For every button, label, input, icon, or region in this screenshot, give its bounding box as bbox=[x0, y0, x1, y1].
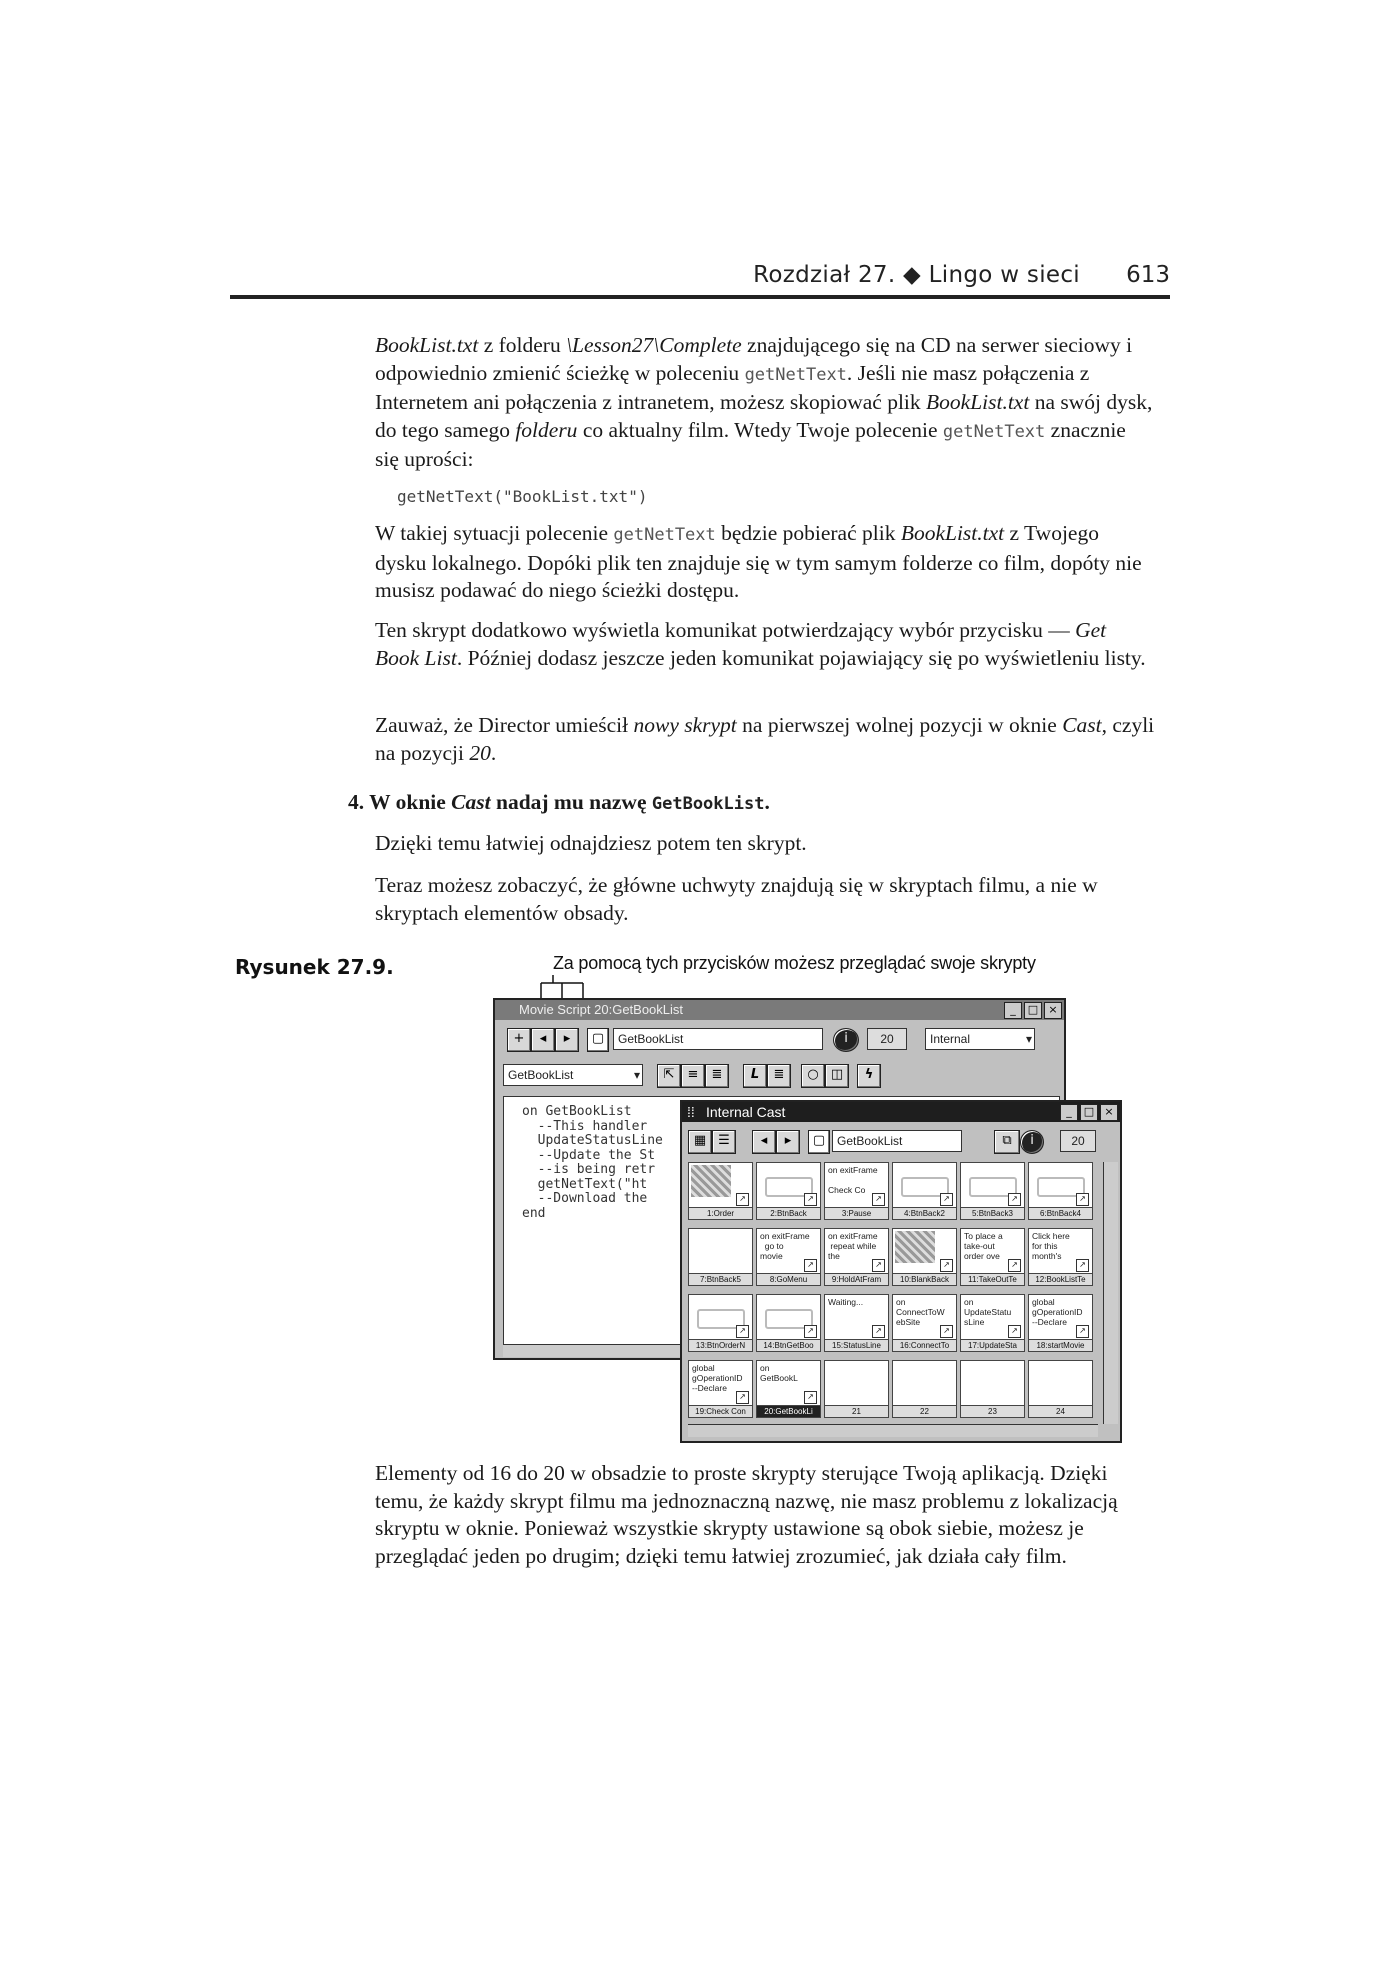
member-type-icon: ↗ bbox=[804, 1193, 817, 1206]
cast-member-preview: on UpdateStatu sLine bbox=[964, 1297, 1012, 1327]
code-inline: getNetText bbox=[744, 364, 847, 385]
cast-member-label: 3:Pause bbox=[825, 1207, 888, 1219]
paragraph-5 bbox=[375, 830, 1155, 858]
script-line: --This handler bbox=[522, 1118, 648, 1134]
emph: nowy skrypt bbox=[633, 713, 737, 737]
code-inline: getNetText bbox=[942, 421, 1046, 442]
cast-member[interactable] bbox=[1028, 1162, 1093, 1220]
cast-member[interactable] bbox=[688, 1228, 753, 1286]
script-line: --Update the St bbox=[522, 1147, 656, 1163]
categorized-lingo-icon[interactable]: ≣ bbox=[767, 1064, 791, 1088]
emph: Cast bbox=[1062, 713, 1102, 737]
cast-member[interactable] bbox=[1028, 1360, 1093, 1418]
cast-member-label: 11:TakeOutTe bbox=[961, 1273, 1024, 1285]
chapter-title: Rozdział 27. ◆ Lingo w sieci bbox=[753, 262, 1080, 288]
filename: BookList.txt bbox=[900, 521, 1005, 545]
cast-member[interactable] bbox=[1028, 1228, 1093, 1286]
cast-member[interactable] bbox=[1028, 1294, 1093, 1352]
paragraph-6 bbox=[375, 872, 1155, 927]
cast-member-label: 21 bbox=[825, 1405, 888, 1417]
script-name-field[interactable]: GetBookList bbox=[613, 1028, 823, 1050]
cast-member-preview: Click here for this month's bbox=[1032, 1231, 1070, 1261]
uncomment-icon[interactable]: ≣ bbox=[705, 1064, 729, 1088]
text: znajdującego się na CD na serwer sieciowy i odpowiednio zmienić ścieżkę w poleceniu bbox=[375, 333, 1133, 385]
member-type-icon: ↗ bbox=[872, 1259, 885, 1272]
member-type-icon: ↗ bbox=[1008, 1259, 1021, 1272]
text: na swój dysk, do tego samego bbox=[375, 390, 1153, 442]
text: Elementy od 16 do 20 w obsadzie to proste skrypty sterujące Twoją aplikacją. Dzięki temu, że każdy skrypt filmu ma jednoznaczną nazwę, nie masz problemu z lokalizacją skryptu w oknie. Ponieważ wszystkie skrypty ustawione są obok siebie, możesz je przeglądać jeden po drugim; dzięki temu łatwiej zrozumieć, jak działa cały film. bbox=[375, 1461, 1118, 1568]
cast-member-label: 4:BtnBack2 bbox=[893, 1207, 956, 1219]
maximize-button[interactable]: □ bbox=[1024, 1002, 1042, 1019]
cast-grid bbox=[688, 1162, 1098, 1426]
cast-member-label: 16:ConnectTo bbox=[893, 1339, 956, 1351]
info-icon[interactable]: i bbox=[833, 1028, 859, 1052]
member-type-icon: ↗ bbox=[940, 1193, 953, 1206]
text: Dzięki temu łatwiej odnajdziesz potem ten skrypt. bbox=[375, 831, 807, 855]
member-type-icon: ↗ bbox=[804, 1325, 817, 1338]
step-4 bbox=[348, 790, 770, 815]
vertical-scrollbar[interactable] bbox=[1103, 1162, 1118, 1424]
go-to-handler-icon[interactable]: ⇱ bbox=[657, 1064, 681, 1088]
cast-member-label: 13:BtnOrderN bbox=[689, 1339, 752, 1351]
text: co aktualny film. Wtedy Twoje polecenie bbox=[577, 417, 943, 442]
cast-number-field: 20 bbox=[1060, 1130, 1096, 1152]
close-button[interactable]: × bbox=[1044, 1002, 1062, 1019]
member-type-icon: ↗ bbox=[940, 1259, 953, 1272]
paragraph-7 bbox=[375, 1460, 1155, 1570]
list-view-icon[interactable]: ☰ bbox=[712, 1130, 736, 1154]
cast-member-preview: on exitFrame Check Co bbox=[828, 1165, 878, 1195]
text: nadaj mu nazwę bbox=[490, 790, 652, 814]
cast-member[interactable] bbox=[688, 1294, 753, 1352]
cast-icon: ⁞⁞ bbox=[687, 1104, 695, 1120]
code-inline: GetBookList bbox=[651, 794, 765, 814]
comment-icon[interactable]: ≡ bbox=[681, 1064, 705, 1088]
code-line: getNetText("BookList.txt") bbox=[397, 487, 648, 506]
member-type-icon: ↗ bbox=[1008, 1325, 1021, 1338]
cast-member-preview: on exitFrame repeat while the bbox=[828, 1231, 878, 1261]
cast-member[interactable] bbox=[688, 1162, 753, 1220]
header-rule bbox=[230, 295, 1170, 299]
next-cast-button[interactable]: ▸ bbox=[776, 1130, 800, 1154]
watch-expression-icon[interactable]: ◫ bbox=[825, 1064, 849, 1088]
cast-member-preview: global gOperationID --Declare bbox=[1032, 1297, 1083, 1327]
text: z Twojego dysku lokalnego. Dopóki plik ten znajduje się w tym samym folderze co film, dopóty nie musisz podawać do niego ścieżki dostępu. bbox=[375, 521, 1142, 602]
member-type-icon: ↗ bbox=[1076, 1325, 1089, 1338]
minimize-button[interactable]: _ bbox=[1060, 1104, 1078, 1121]
chevron-down-icon: ▾ bbox=[1025, 1032, 1032, 1046]
cast-library-value: Internal bbox=[930, 1032, 971, 1046]
cast-member[interactable] bbox=[960, 1228, 1025, 1286]
cast-member-label: 8:GoMenu bbox=[757, 1273, 820, 1285]
cast-name-field[interactable]: GetBookList bbox=[832, 1130, 962, 1152]
cast-member[interactable] bbox=[892, 1228, 957, 1286]
drag-cast-icon[interactable]: ▢ bbox=[587, 1028, 609, 1052]
cast-member[interactable] bbox=[824, 1294, 889, 1352]
cast-member-preview: global gOperationID --Declare bbox=[692, 1363, 743, 1393]
member-type-icon: ↗ bbox=[736, 1391, 749, 1404]
text: . bbox=[490, 740, 497, 765]
folder-word: folderu bbox=[515, 417, 578, 442]
cast-member[interactable] bbox=[892, 1162, 957, 1220]
page-number: 613 bbox=[1126, 262, 1170, 288]
cast-member-label: 24 bbox=[1029, 1405, 1092, 1417]
member-type-icon: ↗ bbox=[804, 1259, 817, 1272]
cast-member-label: 5:BtnBack3 bbox=[961, 1207, 1024, 1219]
paragraph-3 bbox=[375, 617, 1155, 672]
thumbnail-view-icon[interactable]: ▦ bbox=[688, 1130, 712, 1154]
cast-member-label: 20:GetBookLi bbox=[757, 1405, 820, 1417]
cast-member-label: 17:UpdateSta bbox=[961, 1339, 1024, 1351]
cast-member-label: 7:BtnBack5 bbox=[689, 1273, 752, 1285]
cast-member[interactable] bbox=[756, 1228, 821, 1286]
cast-member-label: 1:Order bbox=[689, 1207, 752, 1219]
cast-member[interactable] bbox=[756, 1162, 821, 1220]
previous-script-button[interactable]: ◂ bbox=[531, 1028, 555, 1052]
cast-member[interactable] bbox=[824, 1360, 889, 1418]
cast-member-label: 22 bbox=[893, 1405, 956, 1417]
horizontal-scrollbar[interactable] bbox=[688, 1424, 1098, 1437]
button-name: Get Book List bbox=[375, 618, 1107, 670]
text: . Jeśli nie masz połączenia z Internetem ani połączenia z intranetem, możesz skopiować plik bbox=[375, 360, 1090, 414]
member-type-icon: ↗ bbox=[872, 1325, 885, 1338]
cast-member-label: 23 bbox=[961, 1405, 1024, 1417]
internal-cast-window bbox=[680, 1100, 1122, 1443]
previous-cast-button[interactable]: ◂ bbox=[752, 1130, 776, 1154]
script-titlebar bbox=[495, 1000, 1064, 1020]
chevron-down-icon: ▾ bbox=[633, 1068, 640, 1082]
new-script-button[interactable]: + bbox=[507, 1028, 531, 1052]
cast-member-label: 9:HoldAtFram bbox=[825, 1273, 888, 1285]
cast-member[interactable] bbox=[960, 1162, 1025, 1220]
text: W takiej sytuacji polecenie bbox=[375, 521, 614, 545]
script-title: Movie Script 20:GetBookList bbox=[519, 1002, 684, 1017]
paragraph-4 bbox=[375, 712, 1155, 767]
script-line: UpdateStatusLine bbox=[522, 1133, 663, 1148]
text: na pierwszej wolnej pozycji w oknie bbox=[736, 713, 1063, 737]
alphabetical-lingo-icon[interactable]: L bbox=[743, 1064, 767, 1088]
cast-titlebar bbox=[682, 1102, 1120, 1122]
text: W oknie bbox=[369, 790, 452, 814]
text: z folderu bbox=[478, 333, 567, 357]
emph: 20 bbox=[469, 740, 491, 765]
code-inline: getNetText bbox=[613, 525, 716, 545]
cast-member[interactable] bbox=[756, 1360, 821, 1418]
text: znacznie się uprości: bbox=[375, 417, 1126, 471]
text: . Później dodasz jeszcze jeden komunikat pojawiający się po wyświetleniu listy. bbox=[456, 645, 1146, 670]
member-type-icon: ↗ bbox=[1076, 1193, 1089, 1206]
script-line: getNetText("ht bbox=[522, 1176, 648, 1192]
filename: BookList.txt bbox=[375, 333, 479, 357]
script-line: --is being retr bbox=[522, 1162, 656, 1177]
cast-member[interactable] bbox=[824, 1162, 889, 1220]
cast-member-label: 15:StatusLine bbox=[825, 1339, 888, 1351]
cast-member[interactable] bbox=[756, 1294, 821, 1352]
member-type-icon: ↗ bbox=[736, 1325, 749, 1338]
member-type-icon: ↗ bbox=[804, 1391, 817, 1404]
cast-library-select[interactable] bbox=[925, 1028, 1035, 1050]
cast-member[interactable] bbox=[960, 1360, 1025, 1418]
member-type-icon: ↗ bbox=[1076, 1259, 1089, 1272]
minimize-button[interactable]: _ bbox=[1004, 1002, 1022, 1019]
member-type-icon: ↗ bbox=[872, 1193, 885, 1206]
cast-member-preview: Waiting... bbox=[828, 1297, 864, 1307]
paragraph-2 bbox=[375, 520, 1155, 605]
cast-member-label: 10:BlankBack bbox=[893, 1273, 956, 1285]
cast-member[interactable] bbox=[688, 1360, 753, 1418]
member-type-icon: ↗ bbox=[1008, 1193, 1021, 1206]
cast-member[interactable] bbox=[960, 1294, 1025, 1352]
text: , czyli na pozycji bbox=[375, 713, 1155, 765]
step-number: 4. bbox=[348, 790, 365, 814]
member-type-icon: ↗ bbox=[736, 1193, 749, 1206]
cast-member[interactable] bbox=[892, 1360, 957, 1418]
member-type-icon: ↗ bbox=[940, 1325, 953, 1338]
cast-member-preview: on GetBookL bbox=[760, 1363, 798, 1383]
drag-cast-icon[interactable]: ▢ bbox=[808, 1130, 830, 1154]
bitmap-thumbnail bbox=[895, 1231, 935, 1263]
paragraph-1 bbox=[375, 332, 1155, 474]
handler-value: GetBookList bbox=[508, 1068, 574, 1082]
cast-member[interactable] bbox=[824, 1228, 889, 1286]
text: Teraz możesz zobaczyć, że główne uchwyty znajdują się w skryptach filmu, a nie w skryptach elementów obsady. bbox=[375, 873, 1098, 925]
script-line: end bbox=[522, 1205, 546, 1221]
cast-member-preview: on exitFrame go to movie bbox=[760, 1231, 810, 1261]
figure-caption: Za pomocą tych przycisków możesz przeglądać swoje skrypty bbox=[553, 953, 1036, 973]
cast-member-label: 12:BookListTe bbox=[1029, 1273, 1092, 1285]
maximize-button[interactable]: □ bbox=[1080, 1104, 1098, 1121]
handler-select[interactable] bbox=[503, 1064, 643, 1086]
figure-label: Rysunek 27.9. bbox=[235, 955, 394, 979]
cast-title: Internal Cast bbox=[706, 1104, 786, 1120]
close-button[interactable]: × bbox=[1100, 1104, 1118, 1121]
text: Ten skrypt dodatkowo wyświetla komunikat potwierdzający wybór przycisku — bbox=[375, 618, 1076, 642]
cast-member-preview: on ConnectToW ebSite bbox=[896, 1297, 945, 1327]
running-header bbox=[230, 262, 1170, 294]
cast-number-field: 20 bbox=[867, 1028, 907, 1050]
bitmap-thumbnail bbox=[691, 1165, 731, 1197]
script-line: on GetBookList bbox=[522, 1104, 632, 1119]
cast-member-label: 18:startMovie bbox=[1029, 1339, 1092, 1351]
filename: BookList.txt bbox=[926, 390, 1030, 414]
folder-path: \Lesson27\Complete bbox=[566, 333, 742, 357]
toggle-breakpoint-icon[interactable]: ○ bbox=[801, 1064, 825, 1088]
cast-member-label: 2:BtnBack bbox=[757, 1207, 820, 1219]
text: . bbox=[764, 790, 770, 814]
cast-member-label: 14:BtnGetBoo bbox=[757, 1339, 820, 1351]
text: będzie pobierać plik bbox=[715, 521, 901, 545]
info-icon[interactable]: i bbox=[1020, 1130, 1044, 1154]
cast-member-label: 6:BtnBack4 bbox=[1029, 1207, 1092, 1219]
recompile-icon[interactable]: ϟ bbox=[857, 1064, 881, 1088]
cast-member-label: 19:Check Con bbox=[689, 1405, 752, 1417]
script-cast-icon[interactable]: ⧉ bbox=[994, 1130, 1020, 1154]
next-script-button[interactable]: ▸ bbox=[555, 1028, 579, 1052]
script-line: --Download the bbox=[522, 1191, 648, 1206]
emph: Cast bbox=[451, 790, 491, 814]
text: Zauważ, że Director umieścił bbox=[375, 713, 634, 737]
cast-member[interactable] bbox=[892, 1294, 957, 1352]
cast-member-preview: To place a take-out order ove bbox=[964, 1231, 1003, 1261]
